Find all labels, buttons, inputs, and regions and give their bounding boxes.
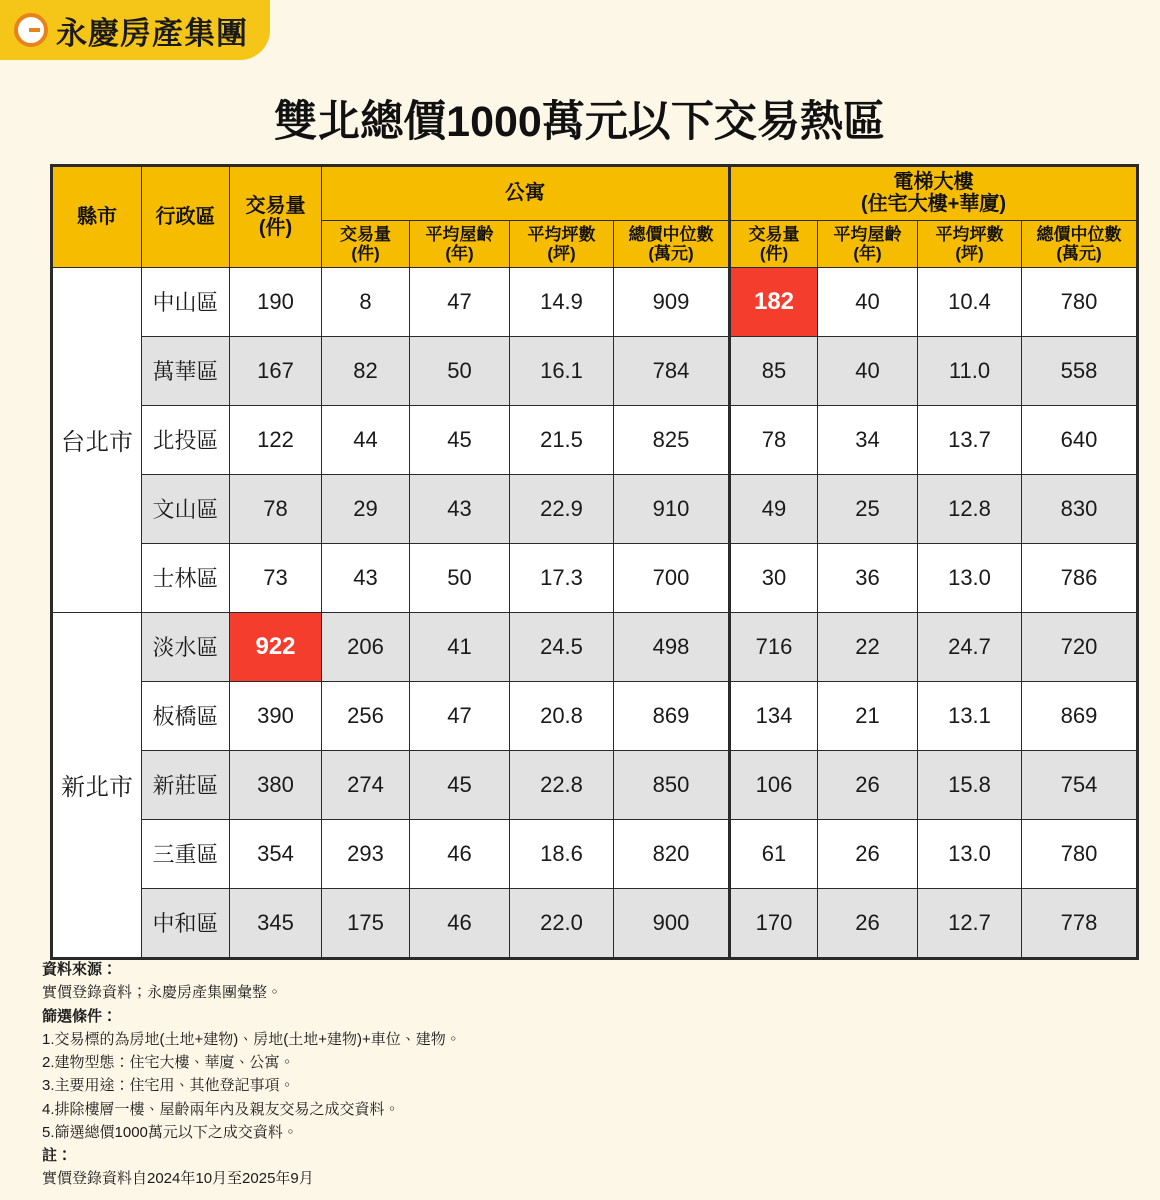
cell-elev-age: 21: [818, 681, 918, 750]
brand-name: 永慶房產集團: [56, 15, 248, 51]
cell-apt-size: 18.6: [510, 819, 614, 888]
cell-elev-price: 720: [1022, 612, 1138, 681]
table-row: [52, 750, 1138, 819]
cell-elev-volume: 49: [730, 474, 818, 543]
header-elev-price-text: 總價中位數: [1036, 224, 1122, 244]
cell-apt-price: 784: [614, 336, 730, 405]
header-apt-size-text: 平均坪數: [527, 224, 596, 244]
cell-apt-price: 850: [614, 750, 730, 819]
cell-apt-size: 21.5: [510, 405, 614, 474]
cell-elev-volume: 30: [730, 543, 818, 612]
cell-elev-price: 786: [1022, 543, 1138, 612]
cell-district: 新莊區: [142, 750, 230, 819]
cell-apt-volume: 206: [322, 612, 410, 681]
table-row: [52, 819, 1138, 888]
header-total-volume-text: 交易量: [245, 194, 306, 217]
cell-elev-size: 12.8: [918, 474, 1022, 543]
table-row: [52, 336, 1138, 405]
cell-elev-price: 869: [1022, 681, 1138, 750]
cell-elev-size: 13.0: [918, 543, 1022, 612]
cell-elev-volume: 716: [730, 612, 818, 681]
source-text: 實價登錄資料；永慶房產集團彙整。: [42, 984, 283, 1002]
cell-elev-price: 558: [1022, 336, 1138, 405]
cell-elev-age: 26: [818, 819, 918, 888]
cell-apt-volume: 175: [322, 888, 410, 958]
cell-elev-price: 780: [1022, 819, 1138, 888]
header-elev-volume-text: 交易量: [748, 224, 800, 244]
table-row: [52, 267, 1138, 336]
cell-elev-price: 754: [1022, 750, 1138, 819]
header-total-volume-unit: (件): [258, 216, 293, 239]
cell-district: 中山區: [142, 267, 230, 336]
brand-logo: [0, 0, 270, 60]
filter-item: 3.主要用途：住宅用、其他登記事項。: [42, 1077, 295, 1095]
cell-apt-volume: 44: [322, 405, 410, 474]
cell-elev-volume: 78: [730, 405, 818, 474]
cell-district: 萬華區: [142, 336, 230, 405]
header-elev-price-unit: (萬元): [1056, 243, 1102, 263]
cell-apt-age: 41: [410, 612, 510, 681]
cell-elev-size: 12.7: [918, 888, 1022, 958]
page-title: 雙北總價1000萬元以下交易熱區: [274, 98, 886, 146]
header-total-volume: [230, 166, 322, 268]
cell-apt-volume: 256: [322, 681, 410, 750]
cell-elev-size: 11.0: [918, 336, 1022, 405]
footnotes: [42, 958, 1122, 1191]
filter-item: 2.建物型態：住宅大樓、華廈、公寓。: [42, 1054, 295, 1071]
cell-apt-volume: 274: [322, 750, 410, 819]
cell-elev-volume: 85: [730, 336, 818, 405]
table-body: [52, 267, 1138, 958]
cell-total-volume: 390: [230, 681, 322, 750]
header-apt-price: [614, 220, 730, 267]
cell-total-volume: 73: [230, 543, 322, 612]
cell-elev-age: 25: [818, 474, 918, 543]
header-apt-price-text: 總價中位數: [628, 224, 714, 244]
cell-elev-size: 13.7: [918, 405, 1022, 474]
cell-apt-price: 820: [614, 819, 730, 888]
cell-total-volume: 354: [230, 819, 322, 888]
cell-city: 台北市: [52, 267, 142, 612]
cell-district: 文山區: [142, 474, 230, 543]
header-elev-age-text: 平均屋齡: [833, 224, 902, 244]
cell-elev-volume: 182: [730, 267, 818, 336]
filter-item: 4.排除樓層一樓、屋齡兩年內及親友交易之成交資料。: [42, 1100, 400, 1118]
cell-elev-size: 13.1: [918, 681, 1022, 750]
cell-apt-price: 700: [614, 543, 730, 612]
hot-zone-table: [50, 164, 1139, 960]
cell-apt-price: 498: [614, 612, 730, 681]
cell-elev-size: 15.8: [918, 750, 1022, 819]
table-header: [52, 166, 1138, 268]
cell-apt-price: 869: [614, 681, 730, 750]
filter-item: 5.篩選總價1000萬元以下之成交資料。: [42, 1123, 298, 1141]
cell-total-volume: 345: [230, 888, 322, 958]
cell-total-volume: 167: [230, 336, 322, 405]
cell-total-volume: 190: [230, 267, 322, 336]
cell-apt-volume: 82: [322, 336, 410, 405]
header-apt-age-unit: (年): [445, 243, 474, 263]
cell-city: 新北市: [52, 612, 142, 958]
cell-apt-size: 20.8: [510, 681, 614, 750]
cell-apt-size: 22.8: [510, 750, 614, 819]
cell-apt-price: 909: [614, 267, 730, 336]
cell-apt-age: 46: [410, 888, 510, 958]
cell-district: 北投區: [142, 405, 230, 474]
header-apt-volume-text: 交易量: [340, 224, 391, 244]
cell-apt-price: 910: [614, 474, 730, 543]
table-row: [52, 543, 1138, 612]
header-district: 行政區: [142, 166, 230, 268]
cell-apt-volume: 29: [322, 474, 410, 543]
cell-elev-age: 26: [818, 888, 918, 958]
header-group-elevator-line2: (住宅大樓+華廈): [861, 193, 1006, 216]
cell-apt-price: 825: [614, 405, 730, 474]
cell-elev-price: 830: [1022, 474, 1138, 543]
header-apt-price-unit: (萬元): [648, 243, 694, 263]
header-elev-volume-unit: (件): [759, 243, 789, 263]
header-apt-volume-unit: (件): [351, 243, 380, 263]
cell-apt-size: 14.9: [510, 267, 614, 336]
cell-district: 淡水區: [142, 612, 230, 681]
circle-logo-icon: [14, 13, 48, 47]
cell-apt-age: 50: [410, 543, 510, 612]
cell-apt-age: 47: [410, 267, 510, 336]
cell-elev-price: 640: [1022, 405, 1138, 474]
cell-total-volume: 922: [230, 612, 322, 681]
cell-apt-size: 22.0: [510, 888, 614, 958]
cell-elev-age: 40: [818, 267, 918, 336]
cell-apt-age: 45: [410, 750, 510, 819]
cell-elev-size: 24.7: [918, 612, 1022, 681]
table-row: [52, 681, 1138, 750]
note-label: 註：: [42, 1147, 73, 1164]
cell-apt-size: 16.1: [510, 336, 614, 405]
table-row: [52, 405, 1138, 474]
cell-apt-volume: 8: [322, 267, 410, 336]
cell-elev-age: 22: [818, 612, 918, 681]
cell-apt-age: 46: [410, 819, 510, 888]
header-elev-price: [1022, 220, 1138, 267]
cell-elev-age: 40: [818, 336, 918, 405]
data-table-container: [50, 164, 1122, 960]
cell-district: 板橋區: [142, 681, 230, 750]
cell-total-volume: 78: [230, 474, 322, 543]
header-elev-size: [918, 220, 1022, 267]
header-apt-age: [410, 220, 510, 267]
cell-elev-size: 13.0: [918, 819, 1022, 888]
cell-apt-age: 50: [410, 336, 510, 405]
table-row: [52, 474, 1138, 543]
header-apt-size: [510, 220, 614, 267]
cell-elev-price: 778: [1022, 888, 1138, 958]
cell-elev-age: 26: [818, 750, 918, 819]
cell-apt-volume: 293: [322, 819, 410, 888]
header-elev-volume: [730, 220, 818, 267]
source-label: 資料來源：: [42, 961, 118, 978]
cell-elev-age: 34: [818, 405, 918, 474]
header-group-elevator: [730, 166, 1138, 221]
cell-apt-age: 45: [410, 405, 510, 474]
cell-apt-volume: 43: [322, 543, 410, 612]
cell-elev-volume: 134: [730, 681, 818, 750]
cell-elev-size: 10.4: [918, 267, 1022, 336]
note-text: 實價登錄資料自2024年10月至2025年9月: [42, 1170, 314, 1188]
cell-apt-size: 22.9: [510, 474, 614, 543]
header-elev-size-text: 平均坪數: [935, 224, 1004, 244]
header-elev-size-unit: (坪): [955, 243, 984, 263]
cell-elev-volume: 106: [730, 750, 818, 819]
cell-apt-size: 24.5: [510, 612, 614, 681]
cell-apt-age: 43: [410, 474, 510, 543]
cell-elev-price: 780: [1022, 267, 1138, 336]
header-apt-size-unit: (坪): [547, 243, 576, 263]
cell-district: 中和區: [142, 888, 230, 958]
cell-total-volume: 380: [230, 750, 322, 819]
cell-elev-age: 36: [818, 543, 918, 612]
cell-district: 三重區: [142, 819, 230, 888]
filter-item: 1.交易標的為房地(土地+建物)、房地(土地+建物)+車位、建物。: [42, 1030, 461, 1048]
cell-apt-size: 17.3: [510, 543, 614, 612]
table-row: [52, 888, 1138, 958]
header-apt-age-text: 平均屋齡: [425, 224, 494, 244]
cell-total-volume: 122: [230, 405, 322, 474]
cell-elev-volume: 61: [730, 819, 818, 888]
cell-elev-volume: 170: [730, 888, 818, 958]
header-elev-age: [818, 220, 918, 267]
header-apt-volume: [322, 220, 410, 267]
cell-apt-price: 900: [614, 888, 730, 958]
filter-label: 篩選條件：: [42, 1007, 118, 1025]
header-city: 縣市: [52, 166, 142, 268]
table-row: [52, 612, 1138, 681]
header-group-elevator-line1: 電梯大樓: [893, 171, 974, 193]
cell-apt-age: 47: [410, 681, 510, 750]
cell-district: 士林區: [142, 543, 230, 612]
header-group-apartment: 公寓: [322, 166, 730, 221]
header-elev-age-unit: (年): [853, 243, 882, 263]
